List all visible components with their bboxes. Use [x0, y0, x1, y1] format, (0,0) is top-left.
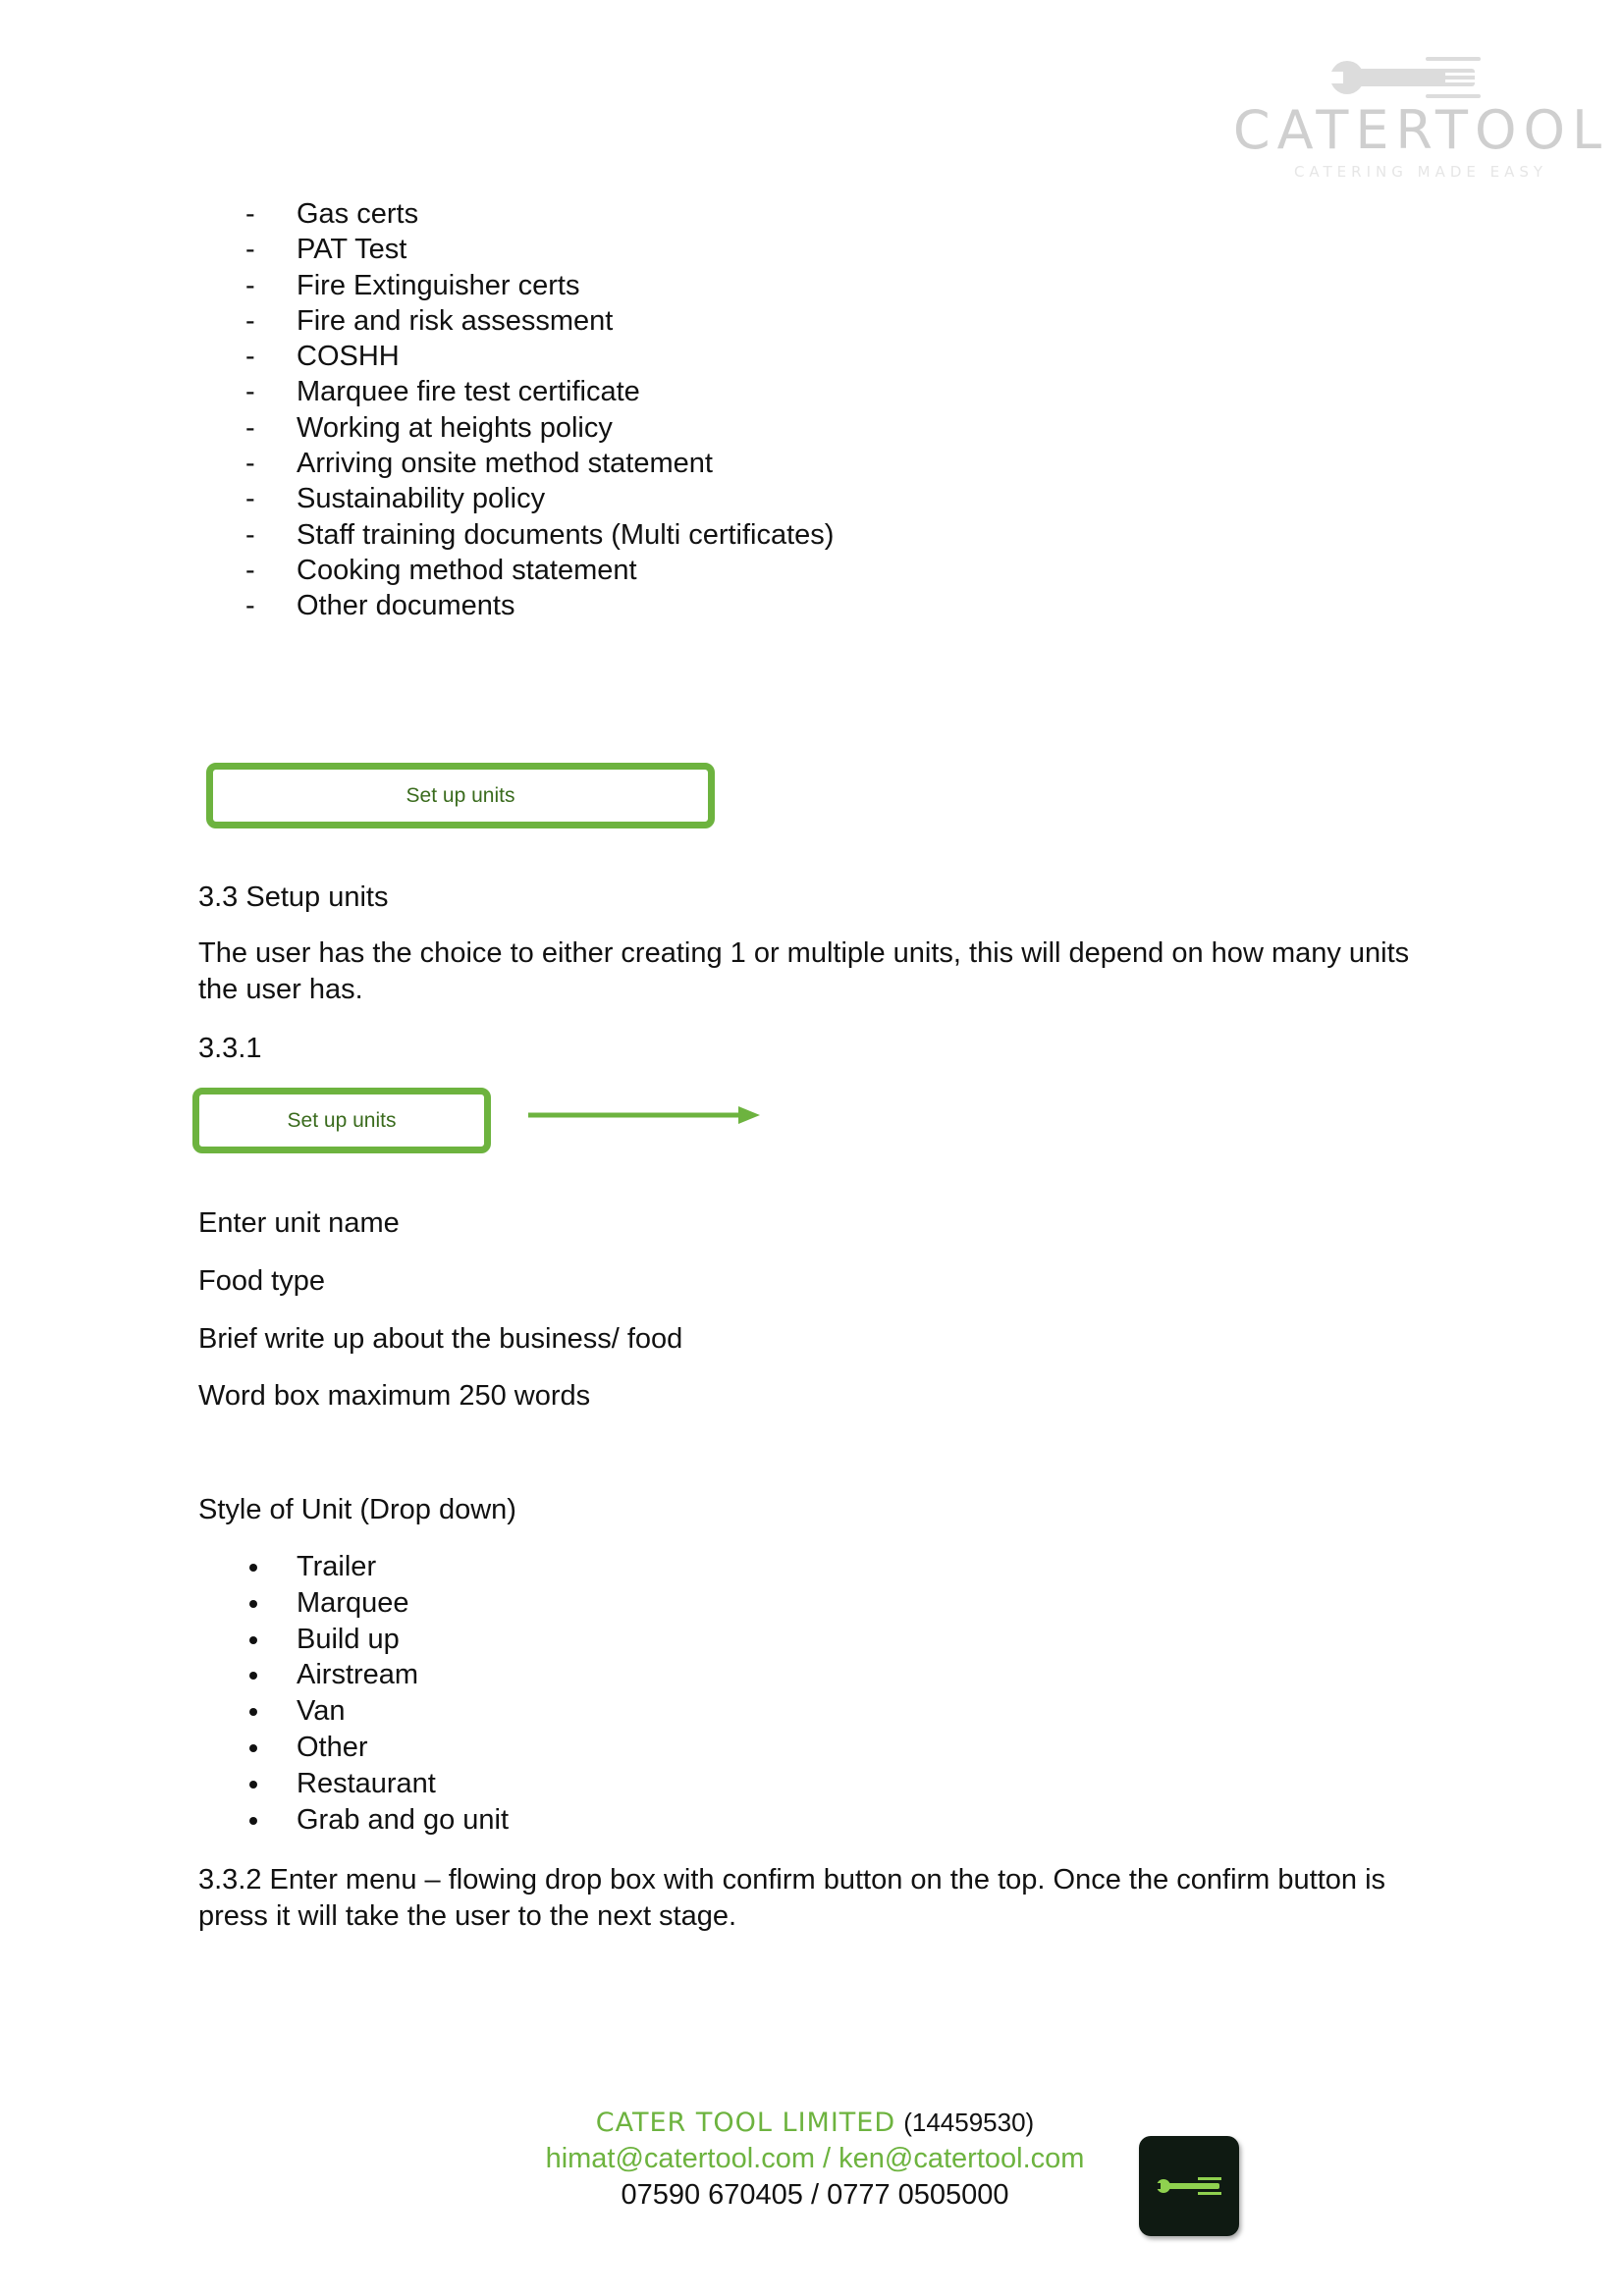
field-unit-name: Enter unit name — [198, 1207, 400, 1239]
set-up-units-button[interactable]: Set up units — [206, 763, 715, 828]
list-item-text: Working at heights policy — [297, 411, 613, 444]
dash-marker: - — [245, 483, 255, 515]
set-up-units-button-small[interactable]: Set up units — [192, 1088, 491, 1153]
list-item-text: Airstream — [297, 1659, 419, 1691]
list-item — [245, 481, 834, 516]
list-item-text: Arriving onsite method statement — [297, 448, 713, 480]
arrow-right-icon — [528, 1103, 760, 1127]
wrench-fork-icon — [1155, 2171, 1223, 2201]
list-item — [245, 517, 834, 553]
field-word-box-limit: Word box maximum 250 words — [198, 1380, 591, 1412]
bullet-icon — [249, 1817, 257, 1825]
field-food-type: Food type — [198, 1265, 325, 1297]
company-reg-number: (14459530) — [903, 2108, 1035, 2137]
logo-tagline: CATERING MADE EASY — [1293, 163, 1548, 181]
list-item-text: Fire and risk assessment — [297, 304, 614, 337]
list-item-text: Sustainability policy — [297, 483, 546, 515]
list-item-text: Build up — [297, 1623, 400, 1655]
section-body-3-3-2: 3.3.2 Enter menu – flowing drop box with confirm button on the top. Once the confirm button is press it will take the user to the next stage. — [198, 1864, 1386, 1932]
contact-phones: 07590 670405 / 0777 0505000 — [621, 2179, 1009, 2211]
list-item-text: Other — [297, 1731, 368, 1763]
list-item-text: COSHH — [297, 341, 400, 373]
list-item — [245, 1657, 509, 1693]
list-item — [245, 553, 834, 588]
dash-marker: - — [245, 304, 255, 337]
list-item-text: Staff training documents (Multi certificates) — [297, 518, 835, 551]
dash-marker: - — [245, 234, 255, 266]
list-item — [245, 1693, 509, 1730]
list-item-text: Marquee fire test certificate — [297, 376, 640, 408]
list-item — [245, 1549, 509, 1585]
list-item — [245, 196, 834, 232]
list-item-text: Marquee — [297, 1586, 409, 1619]
list-item-text: Van — [297, 1695, 346, 1728]
dash-marker: - — [245, 341, 255, 373]
list-item — [245, 1622, 509, 1658]
dash-marker: - — [245, 198, 255, 230]
bullet-icon — [249, 1781, 257, 1789]
list-item-text: Grab and go unit — [297, 1803, 510, 1836]
list-item — [245, 339, 834, 374]
style-of-unit-options — [245, 1549, 509, 1838]
section-heading-3-3: 3.3 Setup units — [198, 881, 389, 913]
list-item-text: Restaurant — [297, 1767, 436, 1799]
list-item — [245, 410, 834, 446]
field-brief-write-up: Brief write up about the business/ food — [198, 1323, 683, 1355]
style-of-unit-heading: Style of Unit (Drop down) — [198, 1494, 516, 1525]
app-logo-icon — [1139, 2136, 1239, 2236]
dash-marker: - — [245, 554, 255, 586]
section-heading-3-3-1: 3.3.1 — [198, 1033, 262, 1064]
company-name: CATER TOOL LIMITED — [595, 2108, 896, 2138]
list-item — [245, 268, 834, 303]
bullet-icon — [249, 1636, 257, 1644]
page-footer — [461, 2105, 1168, 2214]
list-item — [245, 1802, 509, 1839]
list-item-text: Fire Extinguisher certs — [297, 269, 580, 301]
dash-marker: - — [245, 376, 255, 408]
documents-list — [245, 196, 834, 624]
catertool-logo — [1229, 49, 1612, 187]
section-body-3-3: The user has the choice to either creating 1 or multiple units, this will depend on how many units the user has. — [198, 937, 1410, 1005]
list-item — [245, 446, 834, 481]
list-item — [245, 1766, 509, 1802]
list-item — [245, 1730, 509, 1766]
bullet-icon — [249, 1672, 257, 1680]
list-item-text: Trailer — [297, 1551, 377, 1582]
logo-wordmark: CATERTOOL — [1232, 99, 1609, 161]
list-item — [245, 303, 834, 339]
list-item — [245, 1585, 509, 1622]
dash-marker: - — [245, 411, 255, 444]
dash-marker: - — [245, 518, 255, 551]
dash-marker: - — [245, 448, 255, 480]
list-item-text: Other documents — [297, 590, 515, 622]
list-item — [245, 588, 834, 623]
list-item — [245, 232, 834, 267]
bullet-icon — [249, 1708, 257, 1716]
bullet-icon — [249, 1600, 257, 1608]
contact-emails[interactable]: himat@catertool.com / ken@catertool.com — [545, 2143, 1085, 2174]
list-item-text: Cooking method statement — [297, 554, 637, 586]
bullet-icon — [249, 1564, 257, 1572]
list-item — [245, 374, 834, 409]
list-item-text: Gas certs — [297, 198, 419, 230]
bullet-icon — [249, 1744, 257, 1752]
list-item-text: PAT Test — [297, 234, 407, 266]
dash-marker: - — [245, 590, 255, 622]
dash-marker: - — [245, 269, 255, 301]
